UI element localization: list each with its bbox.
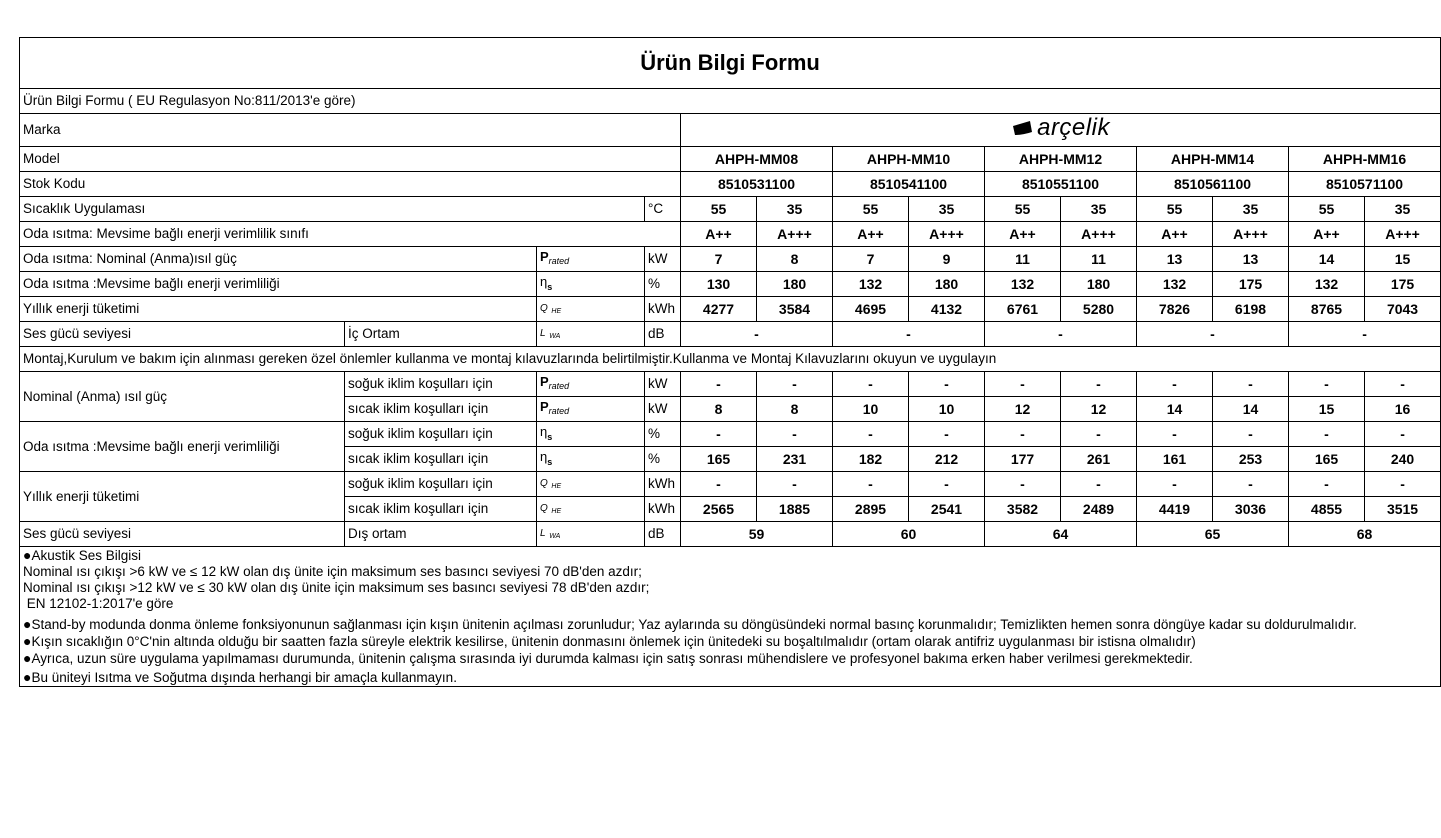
symbol-cell [537,397,645,422]
temperature-label: Sıcaklık Uygulaması [20,197,645,222]
symbol-cell [537,497,645,522]
value-cell: 231 [757,447,833,472]
value-cell: 11 [985,247,1061,272]
value-cell: 177 [985,447,1061,472]
acoustic-note-line [23,580,1437,596]
value-cell: 8 [681,397,757,422]
symbol-cell [537,522,645,547]
value-cell: AHPH-MM16 [1289,147,1441,172]
value-cell: - [681,322,833,347]
value-cell: 132 [1289,272,1365,297]
note-bullet-text: Ayrıca, uzun süre uygulama yapılmaması durumunda, ünitenin çalışma sırasında iyi durumda kalması için satış sonrası mühendislere ve profesyonel bakıma erken haber verilmesi gerekmektedir. [31,651,1193,666]
value-cell: - [909,422,985,447]
nominal-power-row [20,247,1441,272]
value-cell: 182 [833,447,909,472]
value-cell: 8510571100 [1289,172,1441,197]
value-cell: A+++ [1061,222,1137,247]
value-cell: 55 [1289,197,1365,222]
value-cell: 132 [1137,272,1213,297]
brand-logo-text: arçelik [1037,114,1110,141]
symbol: η [540,448,548,464]
note-bullet [23,669,1437,686]
symbol-subscript: s [547,281,553,292]
sound-outdoor-row [20,522,1441,547]
value-cell: 35 [909,197,985,222]
value-cell: 175 [1213,272,1289,297]
value-cell: 4277 [681,297,757,322]
page-title: Ürün Bilgi Formu [20,38,1441,89]
cold-climate-label: soğuk iklim koşulları için [345,422,537,447]
bullet-icon: ● [23,650,32,666]
value-cell: 4132 [909,297,985,322]
climate-annual-consumption-cold-row [20,472,1441,497]
value-cell: 35 [757,197,833,222]
value-cell: - [1365,422,1441,447]
annual-consumption-row [20,297,1441,322]
symbol: P [540,399,549,414]
value-cell: - [1061,472,1137,497]
brand-logo-cell [681,114,1441,147]
bullet-icon: ● [23,547,32,563]
bullet-icon: ● [23,669,32,685]
value-cell: - [1289,372,1365,397]
value-cell: 55 [833,197,909,222]
installation-note: Montaj,Kurulum ve bakım için alınması gereken özel önlemler kullanma ve montaj kılavuzlarında belirtilmiştir.Kullanma ve Montaj Kılavuzlarını okuyun ve uygulayın [20,347,1441,372]
unit-cell: kW [645,372,681,397]
value-cell: 253 [1213,447,1289,472]
value-cell: 8510531100 [681,172,833,197]
acoustic-note-line-text: Nominal ısı çıkışı >6 kW ve ≤ 12 kW olan dış ünite için maksimum ses basıncı seviyesi 70 dB'den azdır; [23,564,642,579]
value-cell: 35 [1213,197,1289,222]
annual-consumption-label: Yıllık enerji tüketimi [20,297,537,322]
value-cell: 8510561100 [1137,172,1289,197]
value-cell: 8510541100 [833,172,985,197]
unit-cell: % [645,422,681,447]
value-cell: 6198 [1213,297,1289,322]
seasonal-efficiency-label: Oda ısıtma :Mevsime bağlı enerji verimliliği [20,272,537,297]
value-cell: - [985,322,1137,347]
value-cell: - [833,322,985,347]
unit-cell: kWh [645,297,681,322]
value-cell: 212 [909,447,985,472]
symbol-cell [537,422,645,447]
product-info-table [19,37,1441,687]
symbol-cell [537,297,645,322]
value-cell: 3584 [757,297,833,322]
value-cell: - [1137,422,1213,447]
symbol-cell [537,247,645,272]
symbol-cell [537,472,645,497]
unit-cell: kWh [645,497,681,522]
value-cell: - [757,422,833,447]
arcelik-logo-icon [1011,120,1033,136]
value-cell: A+++ [1213,222,1289,247]
value-cell: - [833,472,909,497]
value-cell: 9 [909,247,985,272]
symbol-subscript: WA [549,532,561,540]
seasonal-efficiency-row [20,272,1441,297]
value-cell: AHPH-MM08 [681,147,833,172]
warm-climate-label: sıcak iklim koşulları için [345,447,537,472]
notes-section [20,547,1441,687]
unit-cell: kWh [645,472,681,497]
value-cell: 16 [1365,397,1441,422]
value-cell: 4419 [1137,497,1213,522]
value-cell: 7 [833,247,909,272]
value-cell: 161 [1137,447,1213,472]
value-cell: 10 [833,397,909,422]
value-cell: 240 [1365,447,1441,472]
unit-cell: % [645,272,681,297]
value-cell: - [681,422,757,447]
stock-code-label: Stok Kodu [20,172,681,197]
brand-logo [1011,114,1110,141]
value-cell: 2565 [681,497,757,522]
value-cell: 60 [833,522,985,547]
value-cell: 35 [1365,197,1441,222]
value-cell: AHPH-MM14 [1137,147,1289,172]
value-cell: 4695 [833,297,909,322]
acoustic-note-line [23,596,1437,612]
value-cell: 132 [985,272,1061,297]
symbol: L [540,327,546,339]
value-cell: - [681,472,757,497]
acoustic-title [23,547,1437,564]
value-cell: 2489 [1061,497,1137,522]
cold-climate-label: soğuk iklim koşulları için [345,372,537,397]
value-cell: 1885 [757,497,833,522]
model-label: Model [20,147,681,172]
notes-row [20,547,1441,687]
symbol: P [540,374,549,389]
value-cell: 10 [909,397,985,422]
symbol-cell [537,322,645,347]
value-cell: 180 [909,272,985,297]
symbol: P [540,249,549,264]
brand-label: Marka [20,114,681,147]
subtitle-row [20,89,1441,114]
note-bullet [23,633,1437,650]
subtitle: Ürün Bilgi Formu ( EU Regulasyon No:811/2013'e göre) [20,89,1441,114]
bullet-icon: ● [23,633,32,649]
value-cell: 5280 [1061,297,1137,322]
value-cell: 64 [985,522,1137,547]
value-cell: A+++ [757,222,833,247]
value-cell: A++ [1137,222,1213,247]
value-cell: 165 [681,447,757,472]
value-cell: - [985,372,1061,397]
acoustic-note-line [23,564,1437,580]
temperature-row [20,197,1441,222]
value-cell: 15 [1365,247,1441,272]
symbol-subscript: rated [548,381,570,391]
installation-note-row [20,347,1441,372]
value-cell: - [1213,472,1289,497]
value-cell: 35 [1061,197,1137,222]
symbol: η [540,423,548,439]
value-cell: - [833,422,909,447]
symbol: η [540,273,548,289]
value-cell: A+++ [909,222,985,247]
symbol: L [540,527,546,539]
value-cell: 7 [681,247,757,272]
value-cell: 130 [681,272,757,297]
value-cell: - [1137,472,1213,497]
value-cell: - [985,472,1061,497]
symbol-subscript: HE [551,507,562,515]
note-bullet [23,616,1437,633]
nominal-power-label: Oda ısıtma: Nominal (Anma)ısıl güç [20,247,537,272]
acoustic-title-text: Akustik Ses Bilgisi [31,548,142,563]
symbol-cell [537,372,645,397]
value-cell: 175 [1365,272,1441,297]
value-cell: 4855 [1289,497,1365,522]
value-cell: A++ [681,222,757,247]
value-cell: - [757,372,833,397]
value-cell: 12 [1061,397,1137,422]
value-cell: 2541 [909,497,985,522]
value-cell: - [1213,372,1289,397]
value-cell: 132 [833,272,909,297]
value-cell: - [1289,422,1365,447]
sound-power-label: Ses gücü seviyesi [20,522,345,547]
value-cell: 68 [1289,522,1441,547]
title-row [20,38,1441,89]
warm-climate-label: sıcak iklim koşulları için [345,497,537,522]
value-cell: 12 [985,397,1061,422]
value-cell: 13 [1137,247,1213,272]
value-cell: A++ [1289,222,1365,247]
value-cell: 65 [1137,522,1289,547]
value-cell: - [909,472,985,497]
value-cell: 3515 [1365,497,1441,522]
value-cell: - [909,372,985,397]
symbol-subscript: HE [551,482,562,490]
value-cell: 180 [757,272,833,297]
unit-cell: dB [645,522,681,547]
efficiency-class-label: Oda ısıtma: Mevsime bağlı enerji verimlilik sınıfı [20,222,681,247]
note-bullet-text: Kışın sıcaklığın 0°C'nin altında olduğu bir saatten fazla süreyle elektrik kesilirse, ünitenin donmasını önlemek için ünitedeki su boşaltılmalıdır (ortam olarak antifriz uygulanması bir istisna olmalıdır) [31,634,1196,649]
value-cell: - [1137,322,1289,347]
value-cell: 2895 [833,497,909,522]
value-cell: - [1289,472,1365,497]
climate-seasonal-efficiency-label: Oda ısıtma :Mevsime bağlı enerji verimliliği [20,422,345,472]
value-cell: 55 [1137,197,1213,222]
value-cell: - [833,372,909,397]
acoustic-note-line-text: EN 12102-1:2017'e göre [23,596,174,611]
value-cell: - [1061,422,1137,447]
value-cell: 261 [1061,447,1137,472]
symbol: Q [540,502,548,514]
symbol-subscript: s [547,431,553,442]
value-cell: - [757,472,833,497]
cold-climate-label: soğuk iklim koşulları için [345,472,537,497]
value-cell: 14 [1137,397,1213,422]
outdoor-label: Dış ortam [345,522,537,547]
unit-cell: % [645,447,681,472]
value-cell: 7826 [1137,297,1213,322]
note-bullet-text: Bu üniteyi Isıtma ve Soğutma dışında herhangi bir amaçla kullanmayın. [31,670,457,685]
value-cell: 13 [1213,247,1289,272]
note-bullet [23,650,1437,667]
value-cell: 14 [1213,397,1289,422]
value-cell: AHPH-MM12 [985,147,1137,172]
value-cell: - [1365,372,1441,397]
value-cell: 7043 [1365,297,1441,322]
note-bullet-text: Stand-by modunda donma önleme fonksiyonunun sağlanması için kışın ünitenin açılması zorunludur; Yaz aylarında su döngüsündeki normal basınç korunmalıdır; Temizlikten hemen sonra döngüye kadar su doldurulmalıdır. [31,617,1357,632]
unit-cell: kW [645,397,681,422]
value-cell: AHPH-MM10 [833,147,985,172]
symbol: Q [540,302,548,314]
symbol-subscript: HE [551,307,562,315]
unit-cell: kW [645,247,681,272]
value-cell: 3036 [1213,497,1289,522]
symbol-subscript: WA [549,332,561,340]
model-row [20,147,1441,172]
unit-cell: °C [645,197,681,222]
value-cell: - [1365,472,1441,497]
product-info-sheet [19,37,1420,687]
indoor-label: İç Ortam [345,322,537,347]
value-cell: 6761 [985,297,1061,322]
value-cell: A++ [985,222,1061,247]
value-cell: 55 [985,197,1061,222]
value-cell: 8 [757,247,833,272]
climate-annual-consumption-label: Yıllık enerji tüketimi [20,472,345,522]
acoustic-note-line-text: Nominal ısı çıkışı >12 kW ve ≤ 30 kW olan dış ünite için maksimum ses basıncı seviyesi 78 dB'den azdır; [23,580,650,595]
value-cell: A++ [833,222,909,247]
climate-nominal-power-cold-row [20,372,1441,397]
efficiency-class-row [20,222,1441,247]
climate-nominal-power-label: Nominal (Anma) ısıl güç [20,372,345,422]
stock-code-row [20,172,1441,197]
value-cell: 8510551100 [985,172,1137,197]
value-cell: - [1061,372,1137,397]
value-cell: 165 [1289,447,1365,472]
value-cell: - [1289,322,1441,347]
value-cell: 15 [1289,397,1365,422]
bullet-icon: ● [23,616,32,632]
brand-row [20,114,1441,147]
value-cell: 55 [681,197,757,222]
symbol-cell [537,447,645,472]
value-cell: 8765 [1289,297,1365,322]
value-cell: - [985,422,1061,447]
value-cell: 14 [1289,247,1365,272]
symbol-subscript: rated [548,256,570,266]
value-cell: - [1213,422,1289,447]
value-cell: 3582 [985,497,1061,522]
symbol-subscript: s [547,456,553,467]
value-cell: 11 [1061,247,1137,272]
value-cell: 59 [681,522,833,547]
unit-cell: dB [645,322,681,347]
symbol-subscript: rated [548,406,570,416]
sound-power-label: Ses gücü seviyesi [20,322,345,347]
value-cell: A+++ [1365,222,1441,247]
warm-climate-label: sıcak iklim koşulları için [345,397,537,422]
symbol-cell [537,272,645,297]
value-cell: 180 [1061,272,1137,297]
symbol: Q [540,477,548,489]
value-cell: 8 [757,397,833,422]
value-cell: - [1137,372,1213,397]
climate-seasonal-efficiency-cold-row [20,422,1441,447]
sound-indoor-row [20,322,1441,347]
value-cell: - [681,372,757,397]
